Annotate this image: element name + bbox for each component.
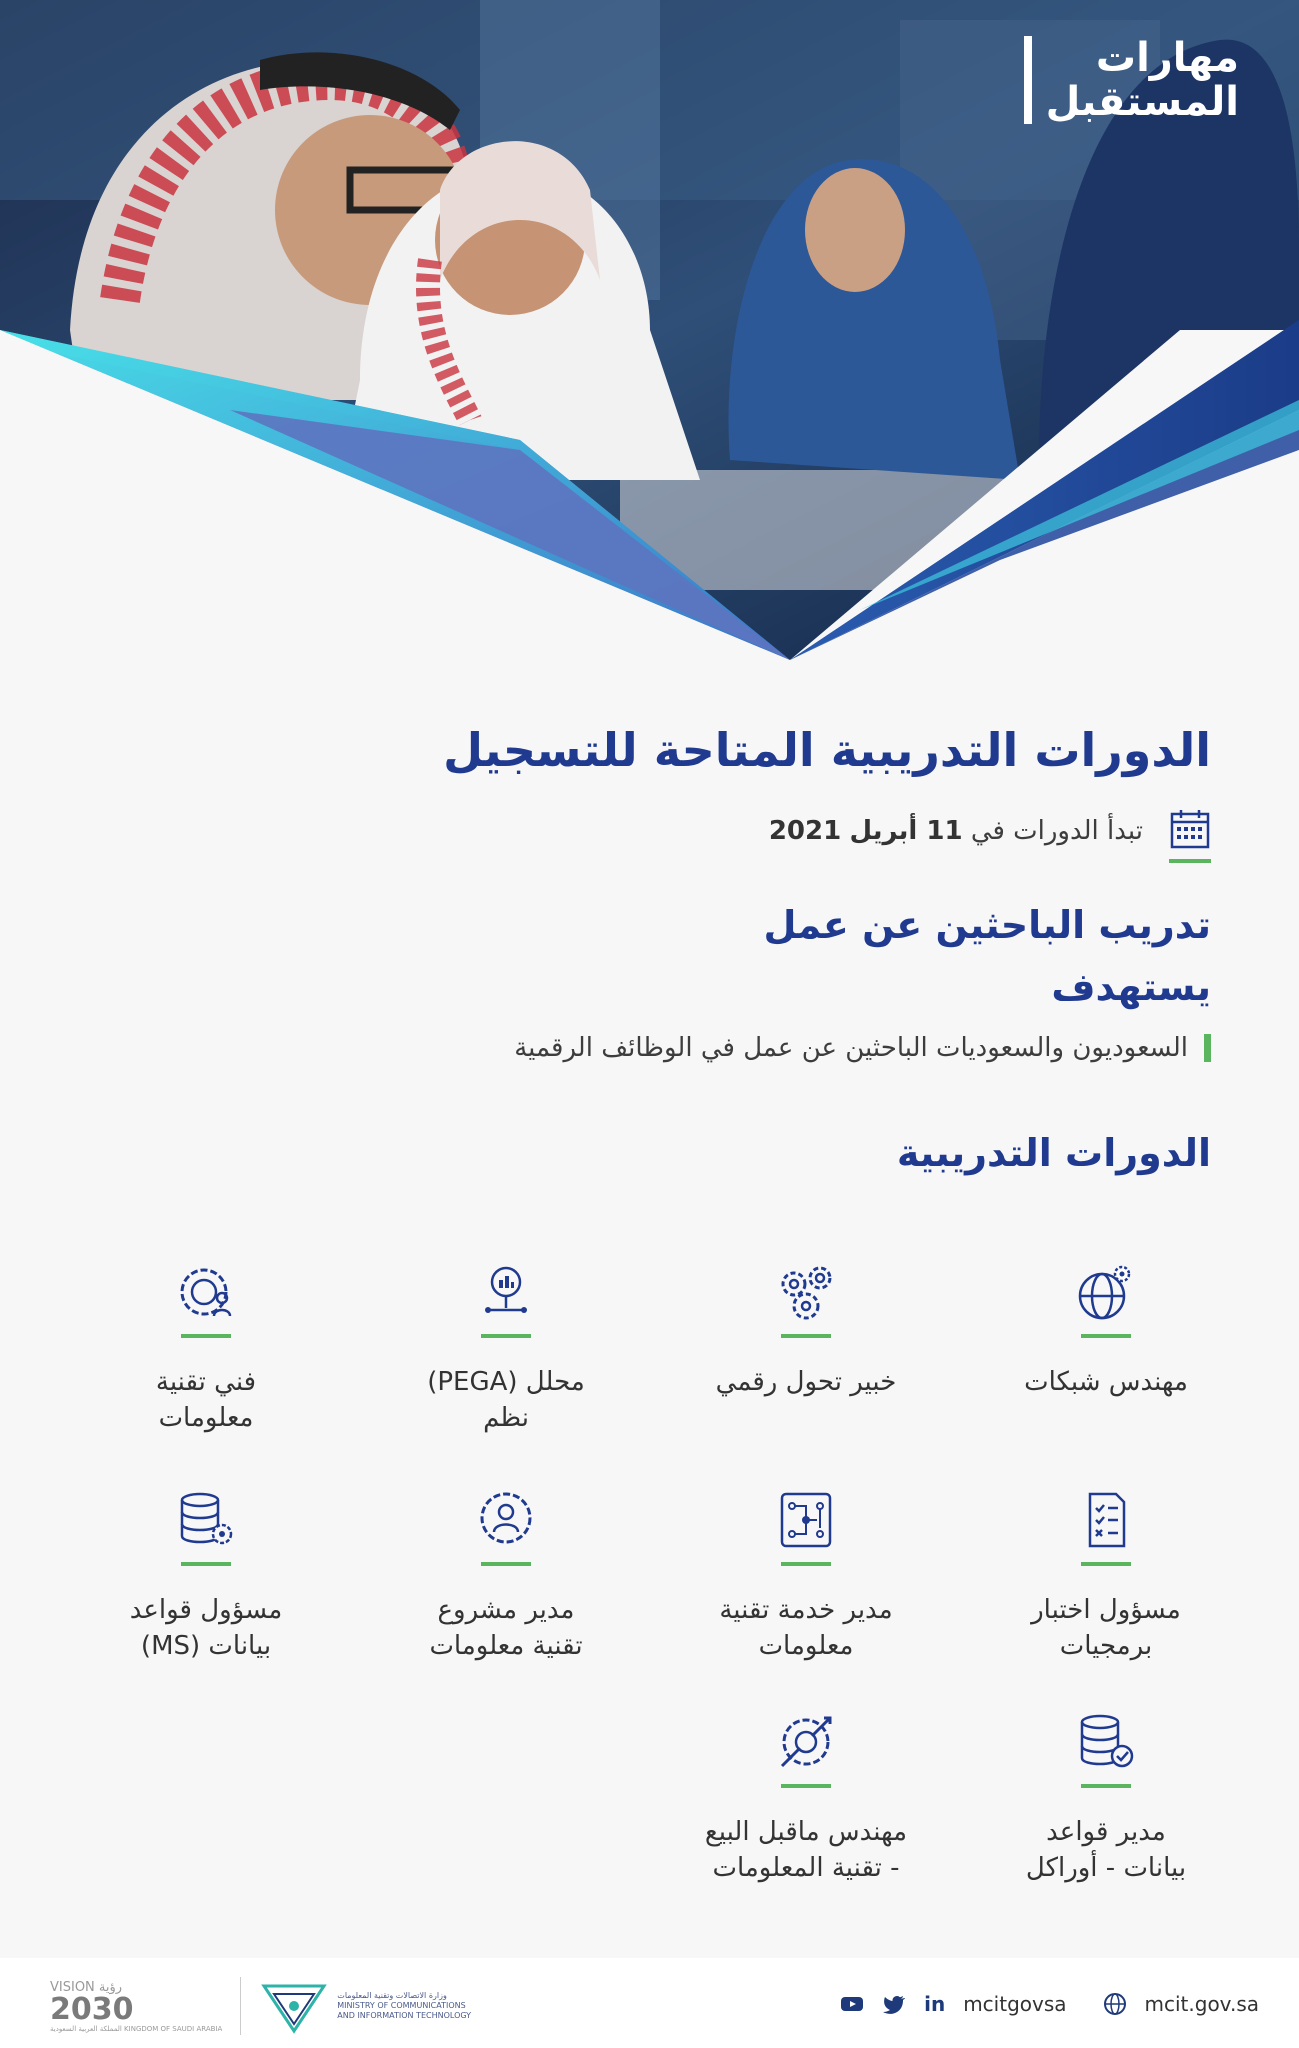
course-item [71, 1260, 341, 1436]
course-underline [1081, 1562, 1131, 1566]
course-label: مسؤول اختبار برمجيات [1031, 1595, 1181, 1661]
social-handle[interactable]: mcitgovsa [963, 1992, 1067, 2016]
website-link[interactable]: mcit.gov.sa [1144, 1992, 1259, 2016]
twitter-icon[interactable] [882, 1992, 906, 2016]
globe-icon [1103, 1992, 1127, 2016]
wrench-gear-icon [774, 1710, 838, 1774]
database-gear-icon [174, 1488, 238, 1552]
brand-line2: المستقبل [1045, 79, 1239, 125]
start-date-row [81, 807, 1211, 855]
date-year: 2021 [768, 816, 842, 846]
course-label: مدير مشروع تقنية معلومات [429, 1595, 583, 1661]
circuit-icon [774, 1488, 838, 1552]
date-day: 11 أبريل [849, 816, 963, 846]
course-underline [781, 1562, 831, 1566]
target-row [81, 1033, 1211, 1063]
course-label: مسؤول قواعد بيانات (MS) [129, 1595, 283, 1661]
course-item [971, 1260, 1241, 1400]
brand-line1: مهارات [1095, 35, 1239, 81]
social-links [840, 1992, 1259, 2016]
gear-manager-icon [474, 1488, 538, 1552]
date-prefix: تبدأ الدورات في [970, 816, 1143, 846]
course-label: مدير قواعد بيانات - أوراكل [1025, 1817, 1187, 1883]
course-label: محلل (PEGA) نظم [427, 1367, 585, 1433]
target-bar [1204, 1034, 1211, 1062]
footer [0, 1958, 1299, 2048]
gears-icon [774, 1260, 838, 1324]
course-item [971, 1488, 1241, 1664]
intro-section [81, 715, 1211, 1175]
brand-bar [1024, 36, 1032, 124]
youtube-icon[interactable] [840, 1992, 864, 2016]
course-label: مهندس شبكات [1024, 1367, 1188, 1397]
course-underline [481, 1562, 531, 1566]
checklist-icon [1074, 1488, 1138, 1552]
course-item [71, 1488, 341, 1664]
footer-logos [50, 1976, 471, 2036]
vision-number: 2030 [50, 1991, 134, 2027]
calendar-underline [1169, 859, 1211, 863]
course-underline [1081, 1784, 1131, 1788]
course-underline [181, 1562, 231, 1566]
logo-divider [240, 1977, 241, 2035]
linkedin-icon[interactable]: in [924, 1992, 946, 2016]
ministry-logo [259, 1976, 471, 2036]
course-item [971, 1710, 1241, 1886]
course-underline [781, 1334, 831, 1338]
vision-2030-logo [50, 1980, 222, 2033]
course-underline [481, 1334, 531, 1338]
vision-sub: المملكة العربية السعودية KINGDOM OF SAUDI ARABIA [50, 2024, 223, 2033]
calendar-icon [1169, 807, 1211, 855]
course-item [371, 1488, 641, 1664]
brand-logo [1024, 36, 1239, 124]
ministry-text [337, 1991, 471, 2021]
course-item [371, 1260, 641, 1436]
ministry-en1: MINISTRY OF COMMUNICATIONS [337, 2001, 466, 2010]
brand-text [1046, 36, 1239, 124]
course-label: خبير تحول رقمي [715, 1367, 897, 1397]
course-label: مهندس ماقبل البيع - تقنية المعلومات [704, 1817, 908, 1883]
ministry-ar: وزارة الاتصالات وتقنية المعلومات [337, 1991, 447, 2000]
course-item [671, 1488, 941, 1664]
course-label: فني تقنية معلومات [155, 1367, 257, 1433]
courses-title: الدورات التدريبية [896, 1131, 1211, 1175]
page-title: الدورات التدريبية المتاحة للتسجيل [443, 723, 1211, 777]
hero-banner [0, 0, 1299, 670]
course-item [671, 1710, 941, 1886]
magnifier-chart-icon [474, 1260, 538, 1324]
ministry-en2: AND INFORMATION TECHNOLOGY [337, 2011, 472, 2020]
course-underline [781, 1784, 831, 1788]
target-title: يستهدف [1051, 965, 1211, 1009]
vision-top: VISION رؤية [50, 1979, 123, 1995]
ministry-emblem-icon [259, 1976, 329, 2036]
database-check-icon [1074, 1710, 1138, 1774]
start-date-text [769, 816, 1143, 846]
course-item [671, 1260, 941, 1400]
target-text: السعوديون والسعوديات الباحثين عن عمل في الوظائف الرقمية [514, 1033, 1188, 1063]
gear-person-icon [174, 1260, 238, 1324]
course-underline [181, 1334, 231, 1338]
section-title: تدريب الباحثين عن عمل [763, 903, 1211, 947]
course-underline [1081, 1334, 1131, 1338]
course-label: مدير خدمة تقنية معلومات [719, 1595, 893, 1661]
globe-gear-icon [1074, 1260, 1138, 1324]
